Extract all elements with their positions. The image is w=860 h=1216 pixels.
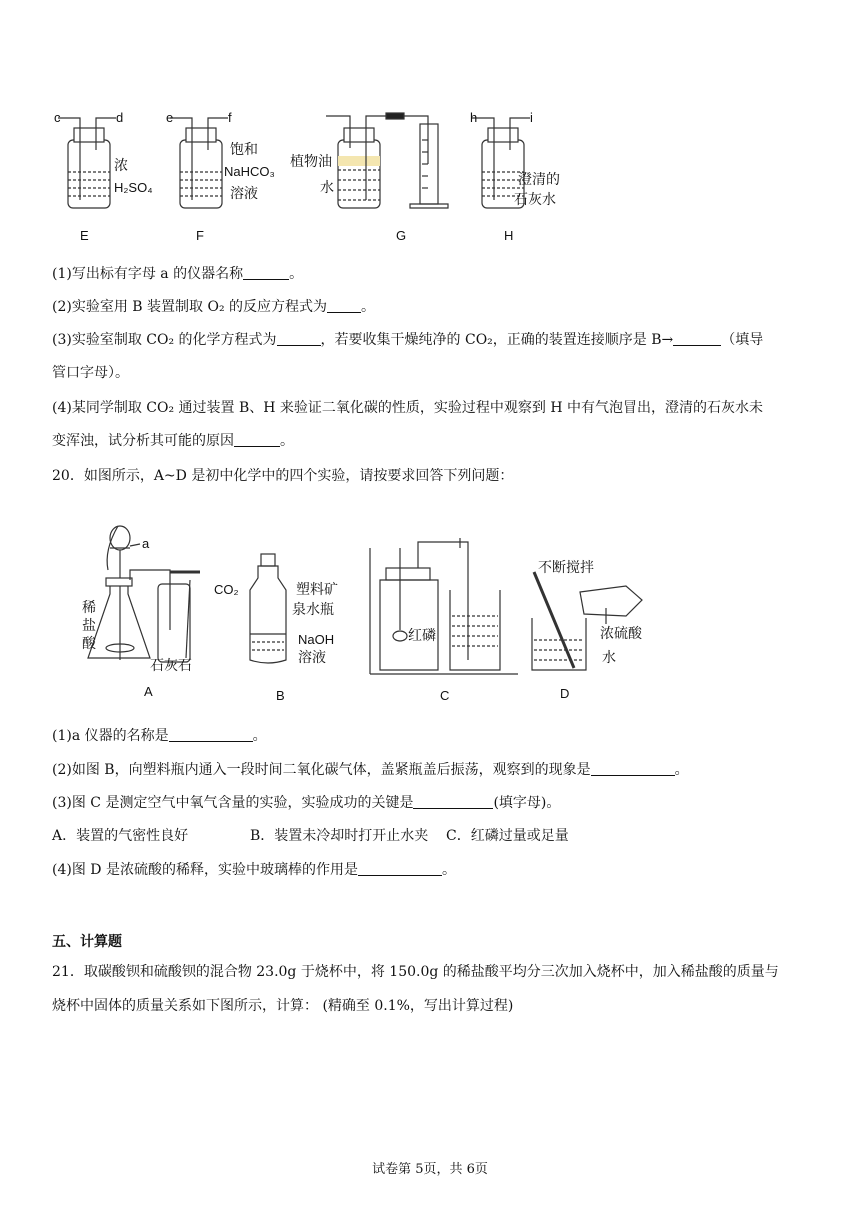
- q19-part3-cont: [52, 363, 129, 383]
- option-B[interactable]: B．装置未冷却时打开止水夹: [250, 828, 429, 844]
- label-G-water: 水: [320, 179, 334, 195]
- q20-options: [52, 826, 188, 846]
- figure-letter-G: G: [396, 228, 407, 243]
- q19-part4-text-a: (4)某同学制取 CO₂ 通过装置 B、H 来验证二氧化碳的性质，实验过程中观察到 H 中有气泡冒出，澄清的石灰水未: [52, 400, 764, 416]
- figure-letter-D: D: [560, 686, 570, 701]
- port-label-f: f: [228, 110, 232, 125]
- q19-part4-cont: [52, 431, 294, 451]
- answer-blank[interactable]: [327, 298, 361, 313]
- port-label-i: i: [530, 110, 533, 125]
- q19-part1-end: 。: [289, 266, 304, 282]
- label-E-line2: H₂SO₄: [114, 180, 153, 195]
- answer-blank[interactable]: [591, 761, 675, 776]
- q19-part3-text-d: 管口字母）。: [52, 365, 129, 381]
- answer-blank[interactable]: [358, 861, 442, 876]
- answer-blank[interactable]: [169, 727, 253, 742]
- apparatus-D: [532, 572, 642, 670]
- figure-letter-C: C: [440, 688, 450, 703]
- label-H-line1: 澄清的: [518, 171, 560, 187]
- q20-option-C-wrap: [446, 826, 569, 846]
- q20-option-B-wrap: [250, 826, 428, 846]
- label-D-acid: 浓硫酸: [600, 625, 642, 641]
- label-B-bottle1: 塑料矿: [296, 581, 338, 597]
- port-label-h: h: [470, 110, 478, 125]
- label-D-stir: 不断搅拌: [538, 559, 594, 575]
- figure-letter-F: F: [196, 228, 204, 243]
- q19-part2-end: 。: [361, 299, 376, 315]
- label-A-stone: 石灰石: [150, 657, 192, 673]
- label-F-line1: 饱和: [230, 141, 258, 157]
- q20-part2-text: (2)如图 B，向塑料瓶内通入一段时间二氧化碳气体，盖紧瓶盖后振荡，观察到的现象是: [52, 762, 591, 778]
- label-F-line2: NaHCO₃: [224, 164, 275, 179]
- q19-part2: [52, 297, 375, 317]
- q20-part3-text: (3)图 C 是测定空气中氧气含量的实验，实验成功的关键是: [52, 795, 414, 811]
- answer-blank[interactable]: [243, 265, 289, 280]
- q21-line1: 21．取碳酸钡和硫酸钡的混合物 23.0g 于烧杯中，将 150.0g 的稀盐酸平均分三次加入烧杯中，加入稀盐酸的质量与: [52, 964, 779, 980]
- label-A-a: a: [142, 536, 150, 551]
- answer-blank[interactable]: [413, 794, 493, 809]
- label-E-line1: 浓: [114, 157, 128, 173]
- answer-blank[interactable]: [277, 331, 321, 346]
- bottle-G: [326, 113, 448, 208]
- label-B-sol2: 溶液: [298, 649, 326, 665]
- label-B-sol1: NaOH: [298, 632, 335, 647]
- apparatus-B: [250, 554, 286, 663]
- q19-part1-text: (1)写出标有字母 a 的仪器名称: [52, 266, 244, 282]
- q19-part1: [52, 264, 303, 284]
- port-label-c: c: [54, 110, 61, 125]
- q20-part4-end: 。: [441, 862, 456, 878]
- label-B-gas: CO₂: [214, 582, 239, 597]
- label-B-bottle2: 泉水瓶: [292, 601, 334, 617]
- label-A-acid1: 稀: [82, 599, 96, 615]
- label-F-line3: 溶液: [230, 185, 258, 201]
- figure-letter-H: H: [504, 228, 514, 243]
- q20-part4-text: (4)图 D 是浓硫酸的稀释，实验中玻璃棒的作用是: [52, 862, 358, 878]
- q19-part3-text-b: ，若要收集干燥纯净的 CO₂，正确的装置连接顺序是 B→: [320, 332, 674, 348]
- bottle-F: [170, 118, 228, 208]
- q20-part2-end: 。: [674, 762, 689, 778]
- page-footer: 试卷第 5页，共 6页: [372, 1162, 488, 1177]
- apparatus-C: [370, 538, 518, 674]
- figure-letter-A: A: [144, 684, 153, 699]
- q21-line2: 烧杯中固体的质量关系如下图所示，计算： (精确至 0.1%，写出计算过程): [52, 998, 514, 1014]
- q20-stem: [52, 466, 513, 486]
- port-label-e: e: [166, 110, 174, 125]
- label-G-oil: 植物油: [290, 153, 332, 169]
- q20-part3: [52, 793, 560, 813]
- option-C[interactable]: C．红磷过量或足量: [446, 828, 569, 844]
- label-C-p: 红磷: [408, 627, 436, 643]
- figure-letter-E: E: [80, 228, 89, 243]
- q20-part3-end: (填字母)。: [493, 795, 561, 811]
- bottle-E: [58, 118, 116, 208]
- label-H-line2: 石灰水: [514, 191, 556, 207]
- section-title: 五、计算题: [52, 934, 122, 950]
- q20-stem-text: 20．如图所示，A~D 是初中化学中的四个实验，请按要求回答下列问题：: [52, 468, 514, 484]
- figure-letter-B: B: [276, 688, 285, 703]
- q20-part2: [52, 760, 689, 780]
- apparatus-figure-q20: [70, 520, 670, 720]
- q20-part1: [52, 726, 267, 746]
- label-D-water: 水: [602, 649, 616, 665]
- label-A-acid3: 酸: [82, 635, 96, 651]
- label-A-acid2: 盐: [82, 617, 96, 633]
- q19-part4-text-b: 变浑浊，试分析其可能的原因: [52, 433, 234, 449]
- q19-part3-text-a: (3)实验室制取 CO₂ 的化学方程式为: [52, 332, 277, 348]
- port-label-d: d: [116, 110, 124, 125]
- answer-blank[interactable]: [673, 331, 721, 346]
- option-A[interactable]: A．装置的气密性良好: [52, 828, 189, 844]
- q19-part3-text-c: （填导: [721, 332, 764, 348]
- answer-blank[interactable]: [234, 432, 280, 447]
- q20-part1-text: (1)a 仪器的名称是: [52, 728, 169, 744]
- q19-part2-text: (2)实验室用 B 装置制取 O₂ 的反应方程式为: [52, 299, 328, 315]
- q20-part1-end: 。: [252, 728, 267, 744]
- q19-part4: [52, 398, 763, 418]
- q20-part4: [52, 860, 456, 880]
- q19-part4-end: 。: [280, 433, 294, 449]
- q19-part3: [52, 330, 763, 350]
